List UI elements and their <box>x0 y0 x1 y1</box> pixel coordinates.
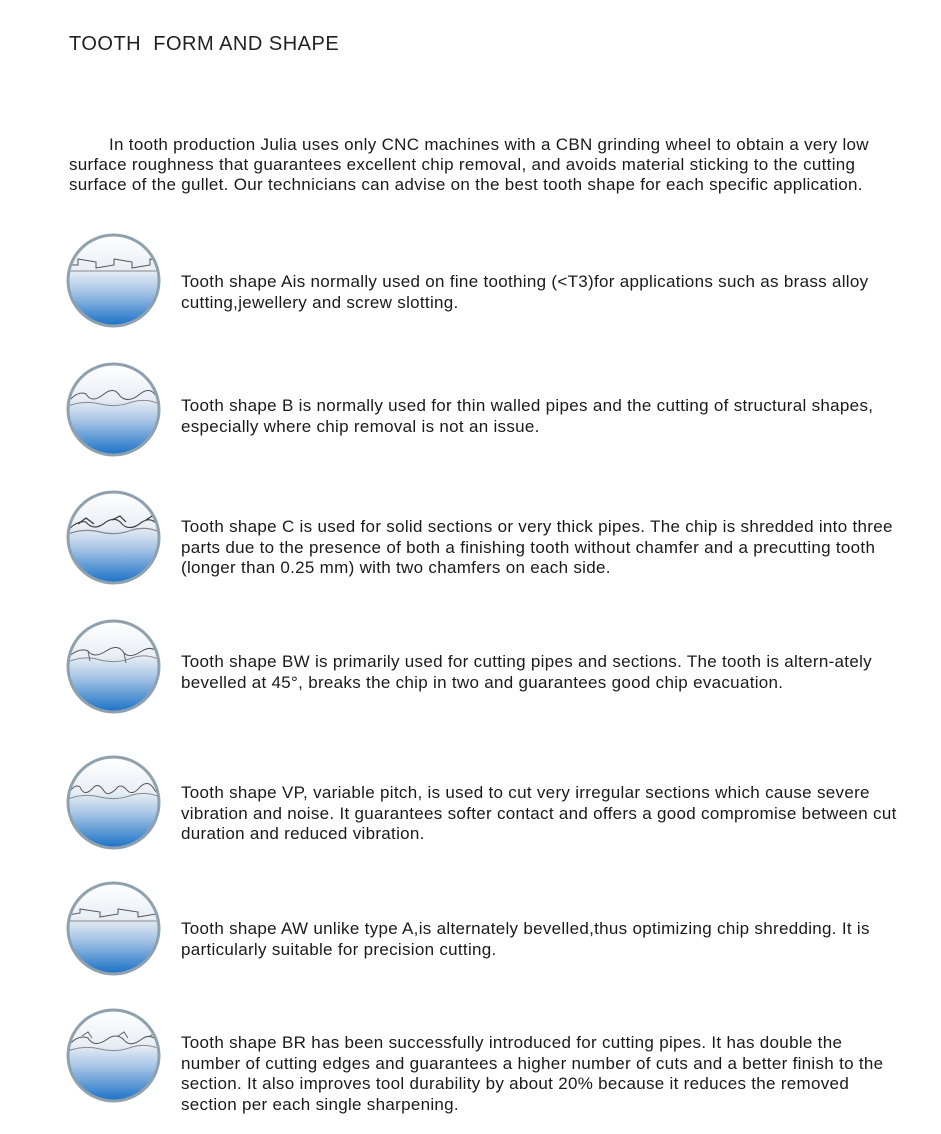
tooth-shape-vp-description: Tooth shape VP, variable pitch, is used to cut very irregular sections which cause severe vibration and noise. It guarantees softer contact and offers a good compromise between cut duration and reduced vibration. <box>181 783 897 843</box>
tooth-profile-br-icon <box>64 1006 163 1105</box>
tooth-shape-c-description: Tooth shape C is used for solid sections or very thick pipes. The chip is shredded into three parts due to the presence of both a finishing tooth without chamfer and a precutting tooth (longer than 0.25 mm) with two chamfers on each side. <box>181 517 893 577</box>
tooth-shape-a-description: Tooth shape Ais normally used on fine toothing (<T3)for applications such as brass alloy cutting,jewellery and screw slotting. <box>181 272 869 312</box>
tooth-shape-vp-row <box>64 753 914 853</box>
tooth-shape-aw-row <box>64 879 914 979</box>
tooth-shape-br-description: Tooth shape BR has been successfully introduced for cutting pipes. It has double the number of cutting edges and guarantees a higher number of cuts and a better finish to the section. It also improves tool durability by about 20% because it reduces the removed section per each single sharpening. <box>181 1033 884 1114</box>
tooth-shape-bw-description: Tooth shape BW is primarily used for cutting pipes and sections. The tooth is altern-ately bevelled at 45°, breaks the chip in two and guarantees good chip evacuation. <box>181 652 872 692</box>
tooth-shape-br-row <box>64 1006 914 1114</box>
tooth-profile-b-icon <box>64 360 163 459</box>
tooth-profile-bw-icon <box>64 617 163 716</box>
page-title: TOOTH FORM AND SHAPE <box>69 33 340 55</box>
tooth-shape-b-row <box>64 360 914 460</box>
tooth-shape-b-description: Tooth shape B is normally used for thin walled pipes and the cutting of structural shapes, especially where chip removal is not an issue. <box>181 396 874 436</box>
tooth-shape-aw-description: Tooth shape AW unlike type A,is alternately bevelled,thus optimizing chip shredding. It is particularly suitable for precision cutting. <box>181 919 870 959</box>
intro-paragraph: In tooth production Julia uses only CNC machines with a CBN grinding wheel to obtain a very low surface roughness that guarantees excellent chip removal, and avoids material sticking to the cutting surface of the gullet. Our technicians can advise on the best tooth shape for each specific application. <box>69 135 869 194</box>
tooth-profile-c-icon <box>64 488 163 587</box>
tooth-shape-bw-row <box>64 617 914 717</box>
tooth-profile-aw-icon <box>64 879 163 978</box>
tooth-profile-a-icon <box>64 231 163 330</box>
tooth-shape-a-row <box>64 231 914 331</box>
tooth-profile-vp-icon <box>64 753 163 852</box>
tooth-shape-c-row <box>64 488 914 588</box>
